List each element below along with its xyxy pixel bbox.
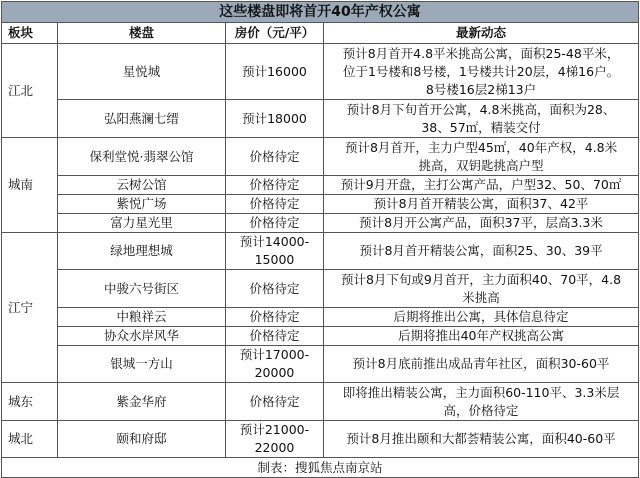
header-row — [2, 23, 639, 44]
price-cell: 预计17000-20000 — [226, 346, 324, 383]
table-row — [2, 346, 639, 383]
project-cell: 紫悦广场 — [58, 195, 226, 214]
region-cell: 江北 — [2, 44, 58, 138]
table-row — [2, 327, 639, 346]
footer-row — [2, 458, 639, 478]
price-cell: 预计18000 — [226, 100, 324, 138]
project-cell: 中粮祥云 — [58, 308, 226, 327]
table-row — [2, 138, 639, 176]
news-line: 预计8月下旬或9月首开，主力面积40、70平，4.8 — [340, 271, 622, 287]
price-cell: 价格待定 — [226, 176, 324, 195]
header-project: 楼盘 — [58, 23, 226, 44]
project-cell: 星悦城 — [58, 44, 226, 100]
news-cell: 预计8月首开精装公寓，面积37、42平 — [324, 195, 639, 214]
price-cell: 价格待定 — [226, 327, 324, 346]
news-line: 8号楼16层2梯13户 — [425, 81, 537, 97]
header-region: 板块 — [2, 23, 58, 44]
news-cell: 后期将推出公寓，具体信息待定 — [324, 308, 639, 327]
table-title: 这些楼盘即将首开40年产权公寓 — [2, 2, 639, 23]
region-cell: 城东 — [2, 383, 58, 421]
region-cell: 城南 — [2, 138, 58, 233]
table-row — [2, 214, 639, 233]
table-row — [2, 308, 639, 327]
header-news: 最新动态 — [324, 23, 639, 44]
table-row — [2, 270, 639, 308]
news-cell — [324, 138, 639, 176]
price-cell: 预计14000-15000 — [226, 233, 324, 270]
news-cell: 预计8月推出颐和大都荟精装公寓，面积40-60平 — [324, 421, 639, 458]
news-line: 预计8月首开4.8平米挑高公寓，面积25-48平米， — [342, 45, 620, 61]
price-cell: 预计16000 — [226, 44, 324, 100]
table-footer: 制表：搜狐焦点南京站 — [2, 458, 639, 478]
news-line: 预计8月首开，主力户型45㎡，40年产权，4.8米 — [344, 139, 618, 155]
table-row — [2, 233, 639, 270]
header-price: 房价（元/平） — [226, 23, 324, 44]
news-cell: 预计8月开公寓产品，面积37平，层高3.3米 — [324, 214, 639, 233]
table-image — [0, 1, 640, 475]
news-cell: 预计9月开盘，主打公寓产品，户型32、50、70㎡ — [324, 176, 639, 195]
price-cell: 价格待定 — [226, 383, 324, 421]
news-cell — [324, 100, 639, 138]
news-cell — [324, 44, 639, 100]
news-cell — [324, 270, 639, 308]
price-cell: 价格待定 — [226, 308, 324, 327]
project-cell: 协众水岸风华 — [58, 327, 226, 346]
table-row — [2, 44, 639, 100]
region-cell: 城北 — [2, 421, 58, 458]
project-cell: 紫金华府 — [58, 383, 226, 421]
news-line: 位于1号楼和8号楼，1号楼共计20层，4梯16户。 — [342, 63, 620, 79]
project-cell: 弘阳燕澜七缙 — [58, 100, 226, 138]
price-cell: 价格待定 — [226, 214, 324, 233]
project-cell: 保利堂悦·翡翠公馆 — [58, 138, 226, 176]
price-cell: 价格待定 — [226, 138, 324, 176]
table-row — [2, 421, 639, 458]
region-cell: 江宁 — [2, 233, 58, 383]
news-cell: 后期将推出40年产权挑高公寓 — [324, 327, 639, 346]
table-row — [2, 176, 639, 195]
project-cell: 银城一方山 — [58, 346, 226, 383]
news-line: 即将推出精装公寓，主力面积60-110平、3.3米层 — [342, 384, 620, 400]
news-cell: 预计8月首开精装公寓，面积25、30、39平 — [324, 233, 639, 270]
table-row — [2, 383, 639, 421]
table-row — [2, 195, 639, 214]
table-row — [2, 100, 639, 138]
news-line: 米挑高 — [462, 289, 500, 305]
news-line: 挑高，双钥匙挑高户型 — [418, 157, 544, 173]
price-cell: 价格待定 — [226, 195, 324, 214]
news-line: 预计8月下旬首开公寓，4.8米挑高，面积为28、 — [346, 101, 616, 117]
project-cell: 中骏六号街区 — [58, 270, 226, 308]
news-line: 高，价格待定 — [443, 402, 519, 418]
project-cell: 绿地理想城 — [58, 233, 226, 270]
project-cell: 颐和府邸 — [58, 421, 226, 458]
news-cell — [324, 383, 639, 421]
table-title-row — [2, 2, 639, 23]
project-cell: 云树公馆 — [58, 176, 226, 195]
news-line: 38、57㎡，精装交付 — [421, 119, 541, 135]
price-cell: 预计21000-22000 — [226, 421, 324, 458]
news-cell: 预计8月底前推出成品青年社区，面积30-60平 — [324, 346, 639, 383]
price-cell: 价格待定 — [226, 270, 324, 308]
project-cell: 富力星光里 — [58, 214, 226, 233]
housing-table — [1, 1, 639, 478]
